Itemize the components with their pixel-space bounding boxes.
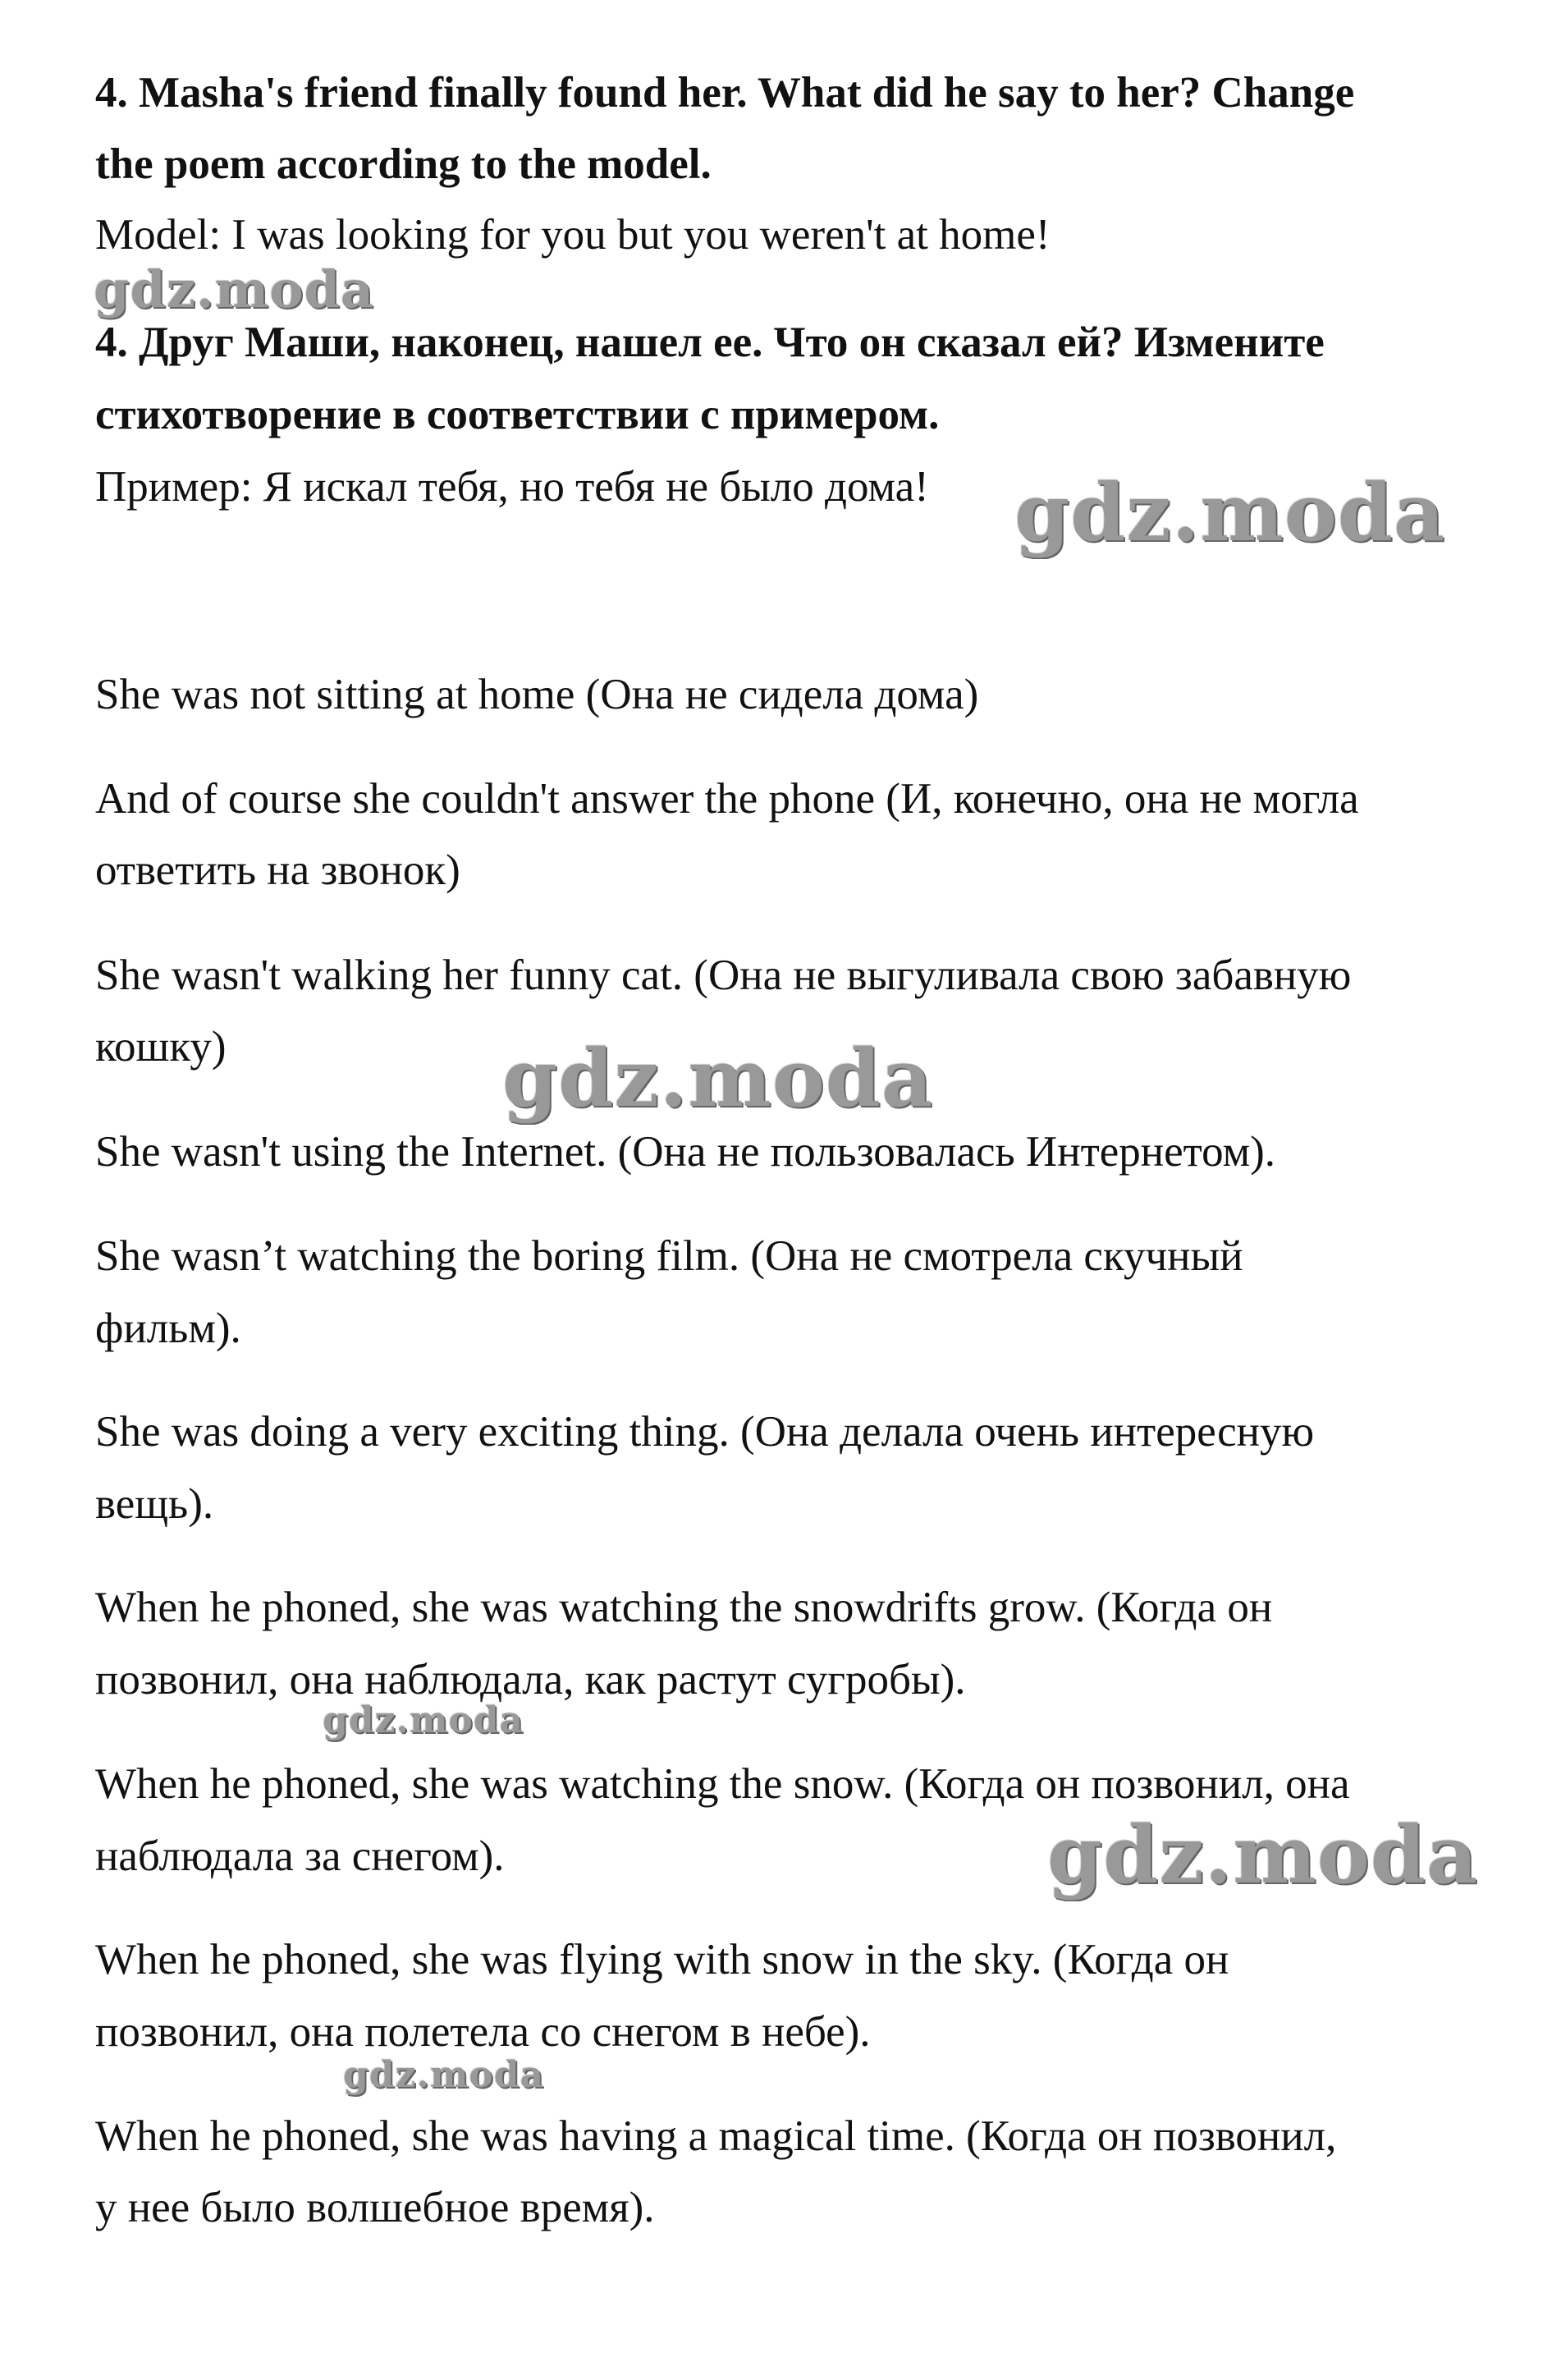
watermark-logo: gdz.moda: [343, 2054, 545, 2096]
answer-line: When he phoned, she was having a magical time. (Когда он позвонил,: [95, 2112, 1337, 2160]
answer-line: When he phoned, she was watching the snowdrifts grow. (Когда он: [95, 1584, 1273, 1631]
task-model-ru: Пример: Я искал тебя, но тебя не было дома!: [95, 463, 929, 511]
watermark-logo: gdz.moda: [502, 1032, 934, 1125]
answer-line: наблюдала за снегом).: [95, 1832, 505, 1880]
watermark-logo: gdz.moda: [1014, 466, 1446, 559]
answer-line: ответить на звонок): [95, 846, 460, 894]
task-model-en: Model: I was looking for you but you weren't at home!: [95, 211, 1051, 259]
answer-line: вещь).: [95, 1480, 214, 1528]
answer-line: She wasn't using the Internet. (Она не пользовалась Интернетом).: [95, 1128, 1276, 1176]
watermark-logo: gdz.moda: [1047, 1809, 1479, 1901]
answer-line: She wasn't walking her funny cat. (Она не выгуливала свою забавную: [95, 952, 1352, 999]
answer-line: у нее было волшебное время).: [95, 2184, 655, 2231]
answer-line: When he phoned, she was flying with snow in the sky. (Когда он: [95, 1936, 1229, 1983]
task-heading-en-line-1: 4. Masha's friend finally found her. What did he say to her? Change: [95, 69, 1355, 117]
answer-line: позвонил, она наблюдала, как растут сугробы).: [95, 1656, 966, 1704]
answer-line: She was not sitting at home (Она не сидела дома): [95, 671, 979, 718]
answer-line: кошку): [95, 1023, 227, 1071]
watermark-logo: gdz.moda: [323, 1699, 524, 1741]
task-heading-ru-line-2: стихотворение в соответствии с примером.: [95, 391, 940, 438]
answer-line: And of course she couldn't answer the phone (И, конечно, она не могла: [95, 775, 1359, 823]
answer-line: She wasn’t watching the boring film. (Она не смотрела скучный: [95, 1232, 1243, 1280]
task-heading-en-line-2: the poem according to the model.: [95, 140, 712, 188]
task-heading-ru-line-1: 4. Друг Маши, наконец, нашел ее. Что он сказал ей? Измените: [95, 319, 1325, 366]
answer-line: фильм).: [95, 1305, 241, 1352]
answer-line: When he phoned, she was watching the snow. (Когда он позвонил, она: [95, 1760, 1350, 1808]
answer-line: She was doing a very exciting thing. (Она делала очень интересную: [95, 1408, 1315, 1456]
watermark-logo: gdz.moda: [94, 259, 374, 319]
answer-line: позвонил, она полетела со снегом в небе).: [95, 2008, 871, 2056]
